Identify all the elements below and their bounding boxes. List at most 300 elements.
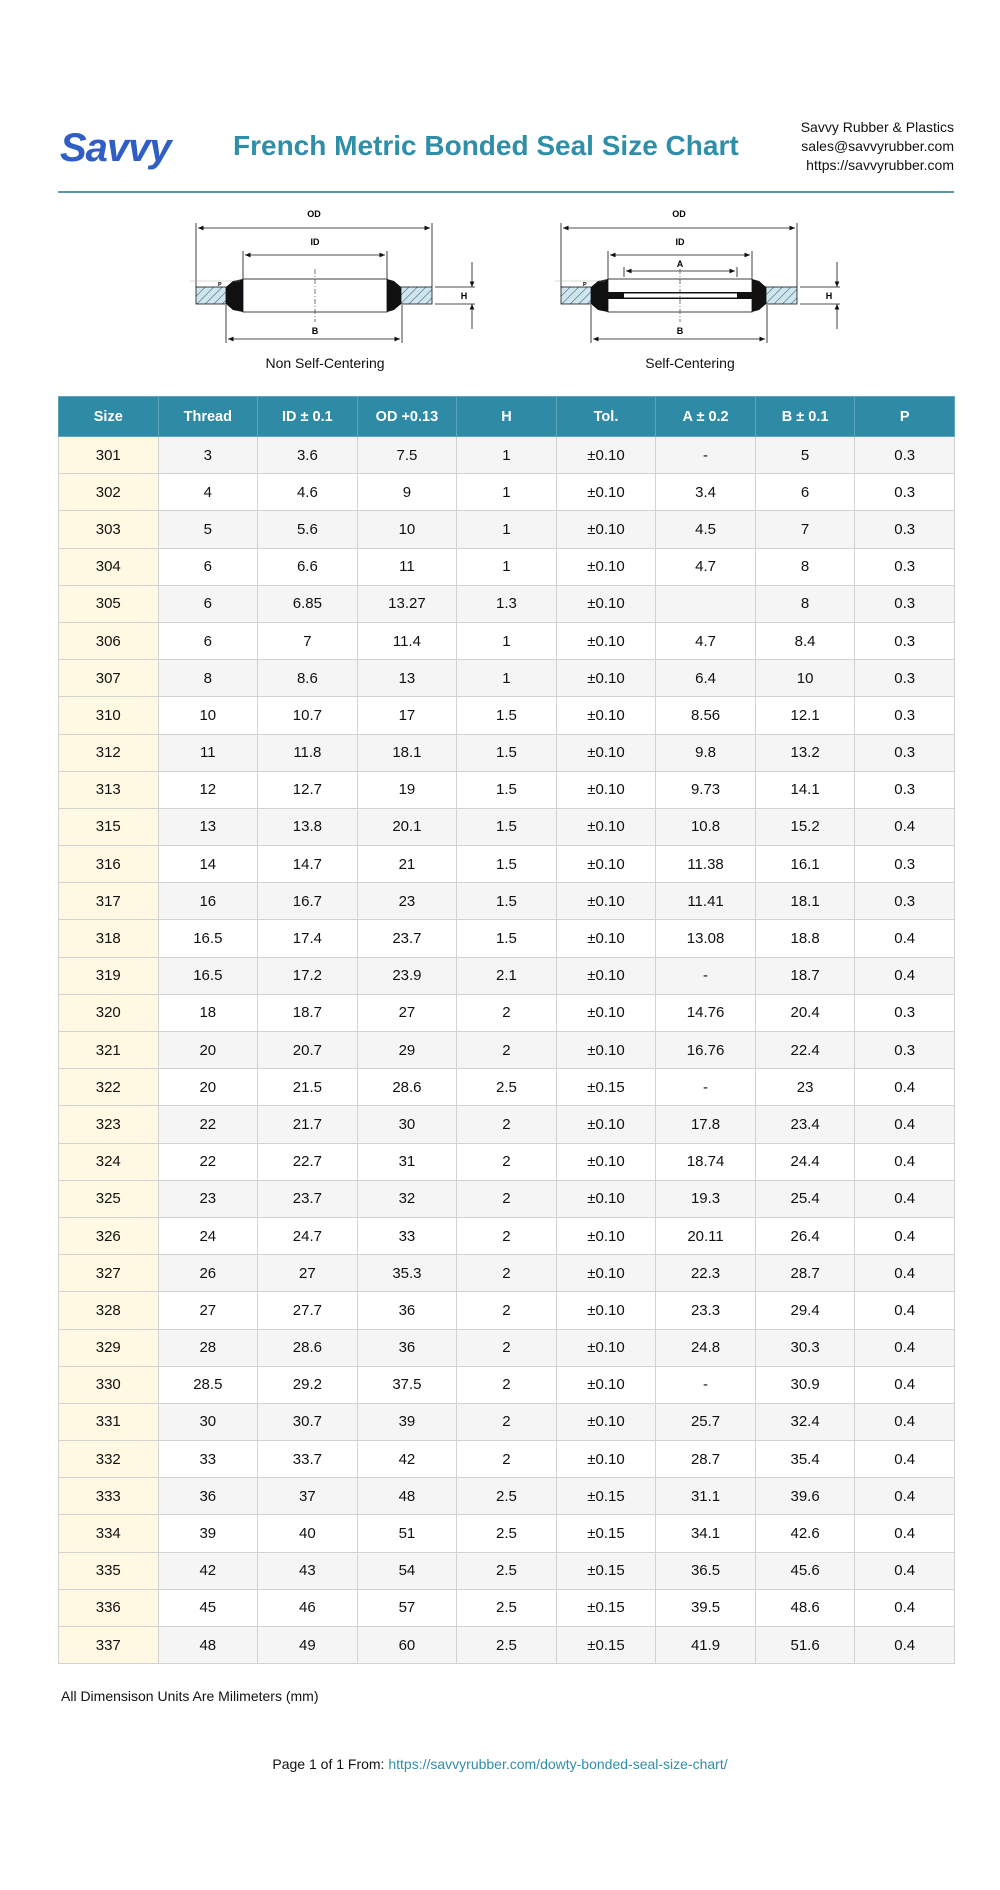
table-cell: ±0.10 [556,511,656,548]
table-cell: 6.85 [258,585,358,622]
svg-text:ID: ID [310,237,320,247]
table-cell: 1 [457,437,557,474]
table-cell: 14.1 [755,771,855,808]
table-cell: 1.5 [457,808,557,845]
table-cell: ±0.10 [556,994,656,1031]
size-cell: 336 [59,1589,159,1626]
table-cell: ±0.15 [556,1589,656,1626]
size-cell: 318 [59,920,159,957]
svg-text:H: H [460,291,468,301]
table-cell: 0.3 [855,548,955,585]
table-cell: 23.3 [656,1292,756,1329]
table-cell: ±0.10 [556,734,656,771]
page-header [58,110,954,190]
table-cell: 0.4 [855,1478,955,1515]
table-cell: 3.6 [258,437,358,474]
table-cell: 0.3 [855,1032,955,1069]
table-cell: 7 [258,622,358,659]
table-cell: 2 [457,994,557,1031]
table-cell: 27.7 [258,1292,358,1329]
table-cell: ±0.10 [556,474,656,511]
table-cell: 8 [755,585,855,622]
table-row [59,994,955,1031]
table-cell: ±0.10 [556,1403,656,1440]
table-cell: ±0.15 [556,1069,656,1106]
table-cell: 8.6 [258,660,358,697]
diagram-caption: Self-Centering [645,355,735,371]
table-cell: ±0.15 [556,1627,656,1664]
table-cell: 22 [158,1143,258,1180]
table-cell: 30.7 [258,1403,358,1440]
table-row [59,734,955,771]
size-cell: 305 [59,585,159,622]
table-row [59,511,955,548]
table-cell: 17 [357,697,457,734]
table-cell: 51.6 [755,1627,855,1664]
table-cell: ±0.10 [556,1217,656,1254]
table-cell: 54 [357,1552,457,1589]
size-cell: 304 [59,548,159,585]
table-cell: 37.5 [357,1366,457,1403]
table-cell: - [656,957,756,994]
size-cell: 337 [59,1627,159,1664]
table-cell: ±0.15 [556,1552,656,1589]
svg-text:P: P [218,282,222,288]
table-cell: 0.4 [855,1180,955,1217]
table-row [59,1329,955,1366]
table-cell: 0.4 [855,1589,955,1626]
table-cell: 0.4 [855,1292,955,1329]
table-cell: 34.1 [656,1515,756,1552]
table-cell: 0.4 [855,1515,955,1552]
table-cell: 0.4 [855,1143,955,1180]
column-header: B ± 0.1 [755,397,855,437]
table-cell: 2 [457,1180,557,1217]
table-cell: 13 [158,808,258,845]
table-cell: - [656,1069,756,1106]
table-cell: 13 [357,660,457,697]
size-cell: 319 [59,957,159,994]
table-cell: 24.7 [258,1217,358,1254]
table-cell: 30.9 [755,1366,855,1403]
table-cell: 2 [457,1366,557,1403]
size-cell: 303 [59,511,159,548]
table-cell: ±0.10 [556,1143,656,1180]
svg-text:P: P [583,282,587,288]
size-cell: 322 [59,1069,159,1106]
size-cell: 334 [59,1515,159,1552]
table-cell: - [656,437,756,474]
table-cell: 29.4 [755,1292,855,1329]
table-cell: 39.5 [656,1589,756,1626]
table-cell: 30 [158,1403,258,1440]
table-row [59,437,955,474]
table-cell: 10 [158,697,258,734]
table-row [59,957,955,994]
table-cell: 3.4 [656,474,756,511]
table-cell: 4.7 [656,622,756,659]
table-cell: 16.5 [158,920,258,957]
size-cell: 315 [59,808,159,845]
table-cell: 33 [158,1441,258,1478]
table-row [59,474,955,511]
table-cell: 42 [357,1441,457,1478]
table-cell: 22.7 [258,1143,358,1180]
diagram-caption: Non Self-Centering [265,355,385,371]
table-cell: 2.5 [457,1552,557,1589]
table-cell: 51 [357,1515,457,1552]
table-row [59,1478,955,1515]
table-cell: 2 [457,1143,557,1180]
column-header: A ± 0.2 [656,397,756,437]
table-cell: 29.2 [258,1366,358,1403]
table-cell: 0.4 [855,957,955,994]
table-cell: 13.08 [656,920,756,957]
table-cell: 0.3 [855,994,955,1031]
table-cell: 31.1 [656,1478,756,1515]
table-cell: 10 [755,660,855,697]
table-cell: 1 [457,474,557,511]
column-header: P [855,397,955,437]
table-cell: 26.4 [755,1217,855,1254]
table-cell: 1 [457,660,557,697]
table-row [59,622,955,659]
table-row [59,1143,955,1180]
table-cell: 5 [158,511,258,548]
table-cell: 11.8 [258,734,358,771]
table-cell: 2.1 [457,957,557,994]
table-cell: 32.4 [755,1403,855,1440]
table-cell: 0.4 [855,1106,955,1143]
table-cell: 8 [755,548,855,585]
table-cell: 25.7 [656,1403,756,1440]
table-cell: 48 [357,1478,457,1515]
svg-text:OD: OD [672,209,686,219]
table-cell: 6 [755,474,855,511]
table-cell: 30 [357,1106,457,1143]
company-website: https://savvyrubber.com [806,157,954,173]
size-cell: 306 [59,622,159,659]
table-cell: 31 [357,1143,457,1180]
size-cell: 301 [59,437,159,474]
column-header: H [457,397,557,437]
table-cell: 0.3 [855,622,955,659]
table-cell: 21 [357,846,457,883]
header-divider [58,191,954,193]
table-cell: 13.8 [258,808,358,845]
table-cell: 28.5 [158,1366,258,1403]
table-row [59,1627,955,1664]
table-cell: 45 [158,1589,258,1626]
table-cell: 0.4 [855,808,955,845]
table-cell: 0.4 [855,1441,955,1478]
table-cell: 0.4 [855,1255,955,1292]
table-cell: 60 [357,1627,457,1664]
diagram-non-self-centering [185,205,485,380]
table-cell: 5.6 [258,511,358,548]
table-cell: 12.7 [258,771,358,808]
svg-text:H: H [825,291,833,301]
table-row [59,1217,955,1254]
table-cell: 1.5 [457,920,557,957]
table-cell: 1.5 [457,771,557,808]
table-cell: 16 [158,883,258,920]
company-name: Savvy Rubber & Plastics [800,119,954,135]
table-cell: 20 [158,1069,258,1106]
table-cell: 28 [158,1329,258,1366]
table-row [59,1403,955,1440]
table-cell: 16.7 [258,883,358,920]
table-cell: 23 [755,1069,855,1106]
table-cell: 3 [158,437,258,474]
table-cell: 2 [457,1217,557,1254]
table-cell: 16.5 [158,957,258,994]
table-cell: ±0.10 [556,437,656,474]
table-cell: 23 [357,883,457,920]
table-cell: 33.7 [258,1441,358,1478]
table-cell: 14.76 [656,994,756,1031]
table-cell: 1.5 [457,697,557,734]
svg-text:ID: ID [675,237,685,247]
table-cell: 7.5 [357,437,457,474]
seal-cross-section-icon [550,205,850,355]
table-cell: 7 [755,511,855,548]
table-cell: 0.4 [855,1627,955,1664]
table-cell: 18.1 [357,734,457,771]
table-cell: 48.6 [755,1589,855,1626]
size-cell: 333 [59,1478,159,1515]
table-cell: 12 [158,771,258,808]
table-cell: 10.7 [258,697,358,734]
units-note: All Dimensison Units Are Milimeters (mm) [61,1688,319,1704]
table-cell: 24.4 [755,1143,855,1180]
table-cell: 1.5 [457,734,557,771]
table-cell: 9.73 [656,771,756,808]
table-cell: ±0.10 [556,622,656,659]
table-cell: 23 [158,1180,258,1217]
table-cell: 36.5 [656,1552,756,1589]
table-cell: 27 [357,994,457,1031]
table-cell: 2 [457,1292,557,1329]
table-cell: 2 [457,1329,557,1366]
table-cell: 21.7 [258,1106,358,1143]
table-cell: 20.1 [357,808,457,845]
table-cell: 6.4 [656,660,756,697]
table-cell: 1 [457,511,557,548]
size-cell: 329 [59,1329,159,1366]
table-cell: 4.7 [656,548,756,585]
table-cell: ±0.10 [556,920,656,957]
table-row [59,697,955,734]
table-cell: 45.6 [755,1552,855,1589]
table-cell: 13.27 [357,585,457,622]
table-row [59,585,955,622]
table-cell: 5 [755,437,855,474]
table-cell: ±0.10 [556,1366,656,1403]
table-cell: 10.8 [656,808,756,845]
table-cell: 12.1 [755,697,855,734]
table-cell: ±0.10 [556,883,656,920]
size-cell: 326 [59,1217,159,1254]
table-cell: 2 [457,1255,557,1292]
table-cell: 35.3 [357,1255,457,1292]
table-cell: 0.4 [855,1217,955,1254]
size-cell: 320 [59,994,159,1031]
table-cell: 8.4 [755,622,855,659]
table-cell: 0.3 [855,437,955,474]
table-row [59,660,955,697]
table-cell [656,585,756,622]
table-row [59,808,955,845]
table-row [59,920,955,957]
table-cell: 18.8 [755,920,855,957]
table-cell: 0.3 [855,697,955,734]
table-cell: 10 [357,511,457,548]
table-row [59,1552,955,1589]
table-cell: ±0.10 [556,1292,656,1329]
table-cell: 40 [258,1515,358,1552]
table-cell: 2.5 [457,1627,557,1664]
table-cell: 0.3 [855,846,955,883]
table-header-row [59,397,955,437]
table-cell: 36 [158,1478,258,1515]
table-cell: 22.4 [755,1032,855,1069]
table-cell: 6 [158,548,258,585]
table-cell: 0.3 [855,511,955,548]
footer-page-info: Page 1 of 1 From: [272,1756,389,1772]
table-cell: 9 [357,474,457,511]
table-cell: ±0.10 [556,1329,656,1366]
table-cell: 1 [457,548,557,585]
table-cell: 6 [158,585,258,622]
size-cell: 321 [59,1032,159,1069]
table-cell: 39 [357,1403,457,1440]
size-cell: 324 [59,1143,159,1180]
table-cell: ±0.10 [556,1032,656,1069]
table-row [59,1515,955,1552]
table-cell: ±0.15 [556,1515,656,1552]
table-cell: 36 [357,1329,457,1366]
table-cell: 49 [258,1627,358,1664]
table-row [59,1255,955,1292]
table-cell: 57 [357,1589,457,1626]
table-cell: ±0.10 [556,957,656,994]
table-cell: ±0.15 [556,1478,656,1515]
size-cell: 312 [59,734,159,771]
savvy-logo: Savvy [60,126,171,170]
table-cell: 2 [457,1032,557,1069]
table-cell: 23.4 [755,1106,855,1143]
table-cell: 18.1 [755,883,855,920]
table-cell: 42.6 [755,1515,855,1552]
size-cell: 325 [59,1180,159,1217]
table-cell: 22.3 [656,1255,756,1292]
table-cell: 18.7 [258,994,358,1031]
table-cell: 13.2 [755,734,855,771]
table-cell: ±0.10 [556,1441,656,1478]
table-cell: 28.7 [755,1255,855,1292]
size-chart-table [58,396,955,1664]
table-cell: 23.7 [357,920,457,957]
table-cell: 27 [158,1292,258,1329]
table-cell: 0.3 [855,474,955,511]
table-cell: 46 [258,1589,358,1626]
source-link[interactable]: https://savvyrubber.com/dowty-bonded-seal-size-chart/ [388,1756,728,1772]
table-cell: 15.2 [755,808,855,845]
table-cell: 22 [158,1106,258,1143]
table-cell: 48 [158,1627,258,1664]
table-cell: 32 [357,1180,457,1217]
table-cell: ±0.10 [556,808,656,845]
table-cell: 0.3 [855,660,955,697]
size-cell: 335 [59,1552,159,1589]
table-cell: 0.3 [855,734,955,771]
column-header: OD +0.13 [357,397,457,437]
table-row [59,548,955,585]
table-cell: 42 [158,1552,258,1589]
column-header: Tol. [556,397,656,437]
table-cell: ±0.10 [556,548,656,585]
table-cell: 20.11 [656,1217,756,1254]
table-cell: 35.4 [755,1441,855,1478]
table-cell: 24 [158,1217,258,1254]
table-cell: 8 [158,660,258,697]
table-cell: 16.76 [656,1032,756,1069]
table-row [59,1589,955,1626]
table-cell: 2.5 [457,1069,557,1106]
size-cell: 307 [59,660,159,697]
table-cell: 2 [457,1403,557,1440]
table-cell: 28.6 [258,1329,358,1366]
table-row [59,1180,955,1217]
table-cell: 2.5 [457,1515,557,1552]
table-cell: 0.4 [855,1552,955,1589]
company-email: sales@savvyrubber.com [801,138,954,154]
table-cell: 18 [158,994,258,1031]
table-cell: 19.3 [656,1180,756,1217]
svg-text:B: B [676,326,684,336]
table-cell: 11.38 [656,846,756,883]
table-body [59,437,955,1664]
table-cell: 4.6 [258,474,358,511]
table-cell: 0.3 [855,585,955,622]
table-cell: ±0.10 [556,1180,656,1217]
seal-cross-section-icon [185,205,485,355]
column-header: Size [59,397,159,437]
table-cell: 27 [258,1255,358,1292]
size-cell: 316 [59,846,159,883]
table-row [59,1106,955,1143]
table-row [59,1069,955,1106]
table-cell: 43 [258,1552,358,1589]
table-cell: 2.5 [457,1589,557,1626]
table-cell: 0.4 [855,1069,955,1106]
table-cell: 1.3 [457,585,557,622]
svg-text:B: B [311,326,319,336]
table-row [59,883,955,920]
table-cell: 28.6 [357,1069,457,1106]
table-cell: 19 [357,771,457,808]
table-cell: 18.7 [755,957,855,994]
table-cell: 2 [457,1441,557,1478]
table-cell: 1.5 [457,883,557,920]
table-cell: 0.4 [855,1329,955,1366]
table-cell: 17.8 [656,1106,756,1143]
table-cell: 11.4 [357,622,457,659]
table-cell: 4.5 [656,511,756,548]
table-cell: 20.7 [258,1032,358,1069]
table-cell: 0.3 [855,771,955,808]
